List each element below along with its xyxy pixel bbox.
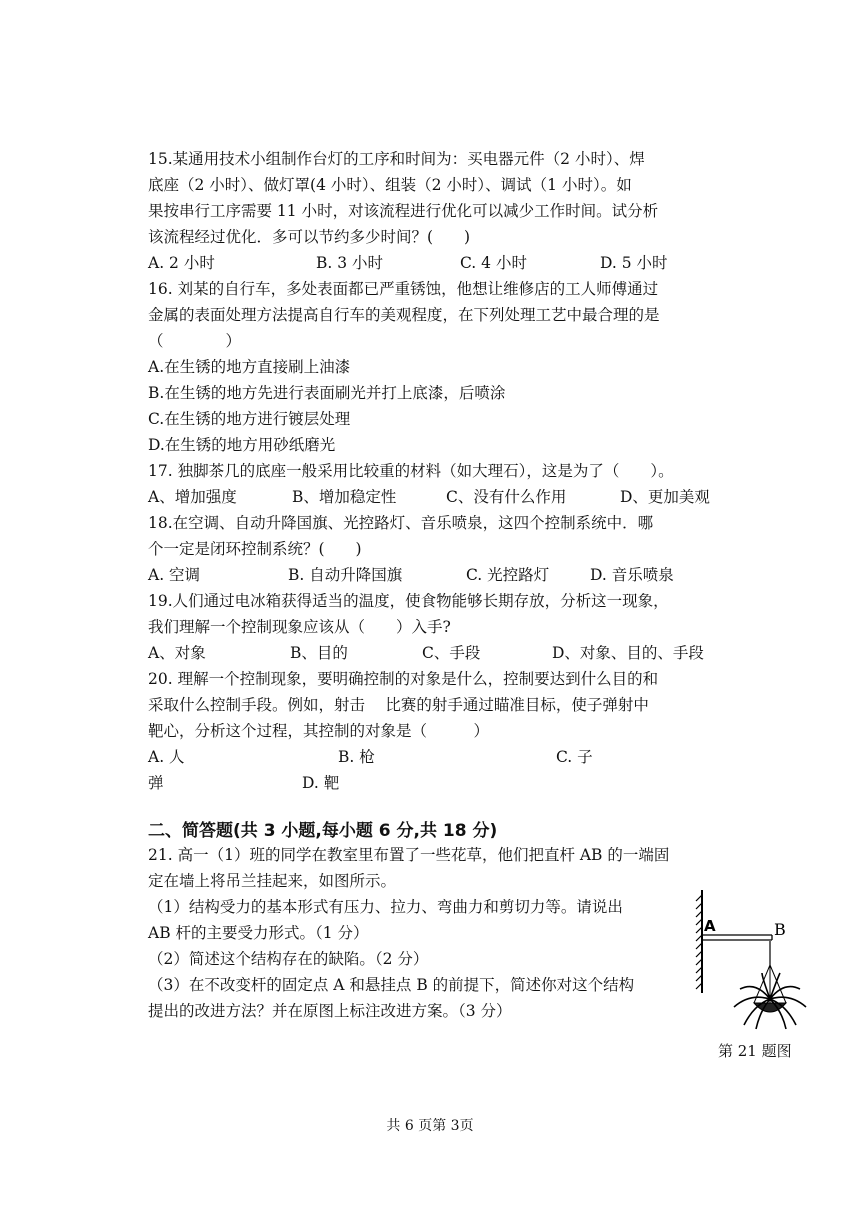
section-heading: 二、简答题(共 3 小题,每小题 6 分,共 18 分) (148, 821, 498, 841)
wall (696, 890, 702, 993)
q21-line-1: 21. 高一（1）班的同学在教室里布置了一些花草，他们把直杆 AB 的一端固 (148, 846, 670, 864)
q20-option-a: A. 人 (148, 748, 185, 766)
q20-line-1: 20. 理解一个控制现象，要明确控制的对象是什么，控制要达到什么目的和 (148, 670, 659, 688)
q16-line-2: 金属的表面处理方法提高自行车的美观程度，在下列处理工艺中最合理的是 (148, 306, 660, 324)
q21-line-5: （2）简述这个结构存在的缺陷。（2 分） (148, 950, 429, 968)
q16-option-b: B.在生锈的地方先进行表面刷光并打上底漆，后喷涂 (148, 384, 506, 402)
q16-option-a: A.在生锈的地方直接刷上油漆 (148, 358, 351, 376)
q17-option-b: B、增加稳定性 (292, 488, 397, 506)
q18-option-a: A. 空调 (148, 566, 201, 584)
q16-line-1: 16. 刘某的自行车，多处表面都已严重锈蚀，他想让维修店的工人师傅通过 (148, 280, 659, 298)
q18-option-b: B. 自动升降国旗 (288, 566, 403, 584)
q15-option-a: A. 2 小时 (148, 254, 215, 272)
q17-option-c: C、没有什么作用 (446, 488, 567, 506)
q17-option-a: A、增加强度 (148, 488, 237, 506)
q15-option-d: D. 5 小时 (600, 254, 668, 272)
q19-option-a: A、对象 (148, 644, 206, 662)
q17-option-d: D、更加美观 (620, 488, 710, 506)
q18-line-1: 18.在空调、自动升降国旗、光控路灯、音乐喷泉，这四个控制系统中．哪 (148, 514, 654, 532)
q21-line-2: 定在墙上将吊兰挂起来，如图所示。 (148, 872, 397, 890)
q16-option-d: D.在生锈的地方用砂纸磨光 (148, 436, 336, 454)
rod-ab (702, 935, 772, 940)
label-a: A (704, 917, 716, 935)
q21-line-3: （1）结构受力的基本形式有压力、拉力、弯曲力和剪切力等。请说出 (148, 898, 623, 916)
q20-line-3: 靶心，分析这个过程，其控制的对象是（ ） (148, 722, 490, 740)
q15-line-1: 15.某通用技术小组制作台灯的工序和时间为：买电器元件（2 小时）、焊 (148, 150, 645, 168)
q16-line-3: （ ） (148, 332, 242, 350)
q20-option-c-wrap: 弹 (148, 774, 164, 792)
q19-option-c: C、手段 (422, 644, 481, 662)
q15-line-3: 果按串行工序需要 11 小时，对该流程进行优化可以减少工作时间。试分析 (148, 202, 659, 220)
q18-option-d: D. 音乐喷泉 (590, 566, 674, 584)
hanging-plant (734, 941, 806, 1029)
page-footer: 共 6 页第 3页 (386, 1118, 474, 1134)
q19-option-d: D、对象、目的、手段 (552, 644, 704, 662)
q18-option-c: C. 光控路灯 (466, 566, 550, 584)
q15-option-b: B. 3 小时 (316, 254, 384, 272)
q20-option-d: D. 靶 (302, 774, 340, 792)
q19-option-b: B、目的 (290, 644, 348, 662)
q19-line-2: 我们理解一个控制现象应该从（ ）入手? (148, 618, 451, 636)
q15-line-2: 底座（2 小时）、做灯罩(4 小时）、组装（2 小时）、调试（1 小时）。如 (148, 176, 632, 194)
q20-option-c: C. 子 (556, 748, 593, 766)
q20-line-2: 采取什么控制手段。例如，射击 比赛的射手通过瞄准目标，使子弹射中 (148, 696, 649, 714)
label-b: B (774, 920, 786, 939)
q18-line-2: 个一定是闭环控制系统？( ) (148, 540, 362, 558)
q21-figure-caption: 第 21 题图 (718, 1042, 792, 1060)
q15-option-c: C. 4 小时 (460, 254, 527, 272)
q21-line-4: AB 杆的主要受力形式。（1 分） (148, 924, 369, 942)
q21-figure (690, 885, 820, 1035)
q19-line-1: 19.人们通过电冰箱获得适当的温度，使食物能够长期存放，分析这一现象， (148, 592, 669, 610)
q21-line-6: （3）在不改变杆的固定点 A 和悬挂点 B 的前提下，简述你对这个结构 (148, 976, 635, 994)
q16-option-c: C.在生锈的地方进行镀层处理 (148, 410, 351, 428)
q21-line-7: 提出的改进方法？并在原图上标注改进方案。（3 分） (148, 1002, 512, 1020)
q17-line: 17. 独脚茶几的底座一般采用比较重的材料（如大理石），这是为了（ ）。 (148, 462, 674, 480)
q15-line-4: 该流程经过优化．多可以节约多少时间？( ) (148, 228, 471, 246)
q20-option-b: B. 枪 (338, 748, 375, 766)
